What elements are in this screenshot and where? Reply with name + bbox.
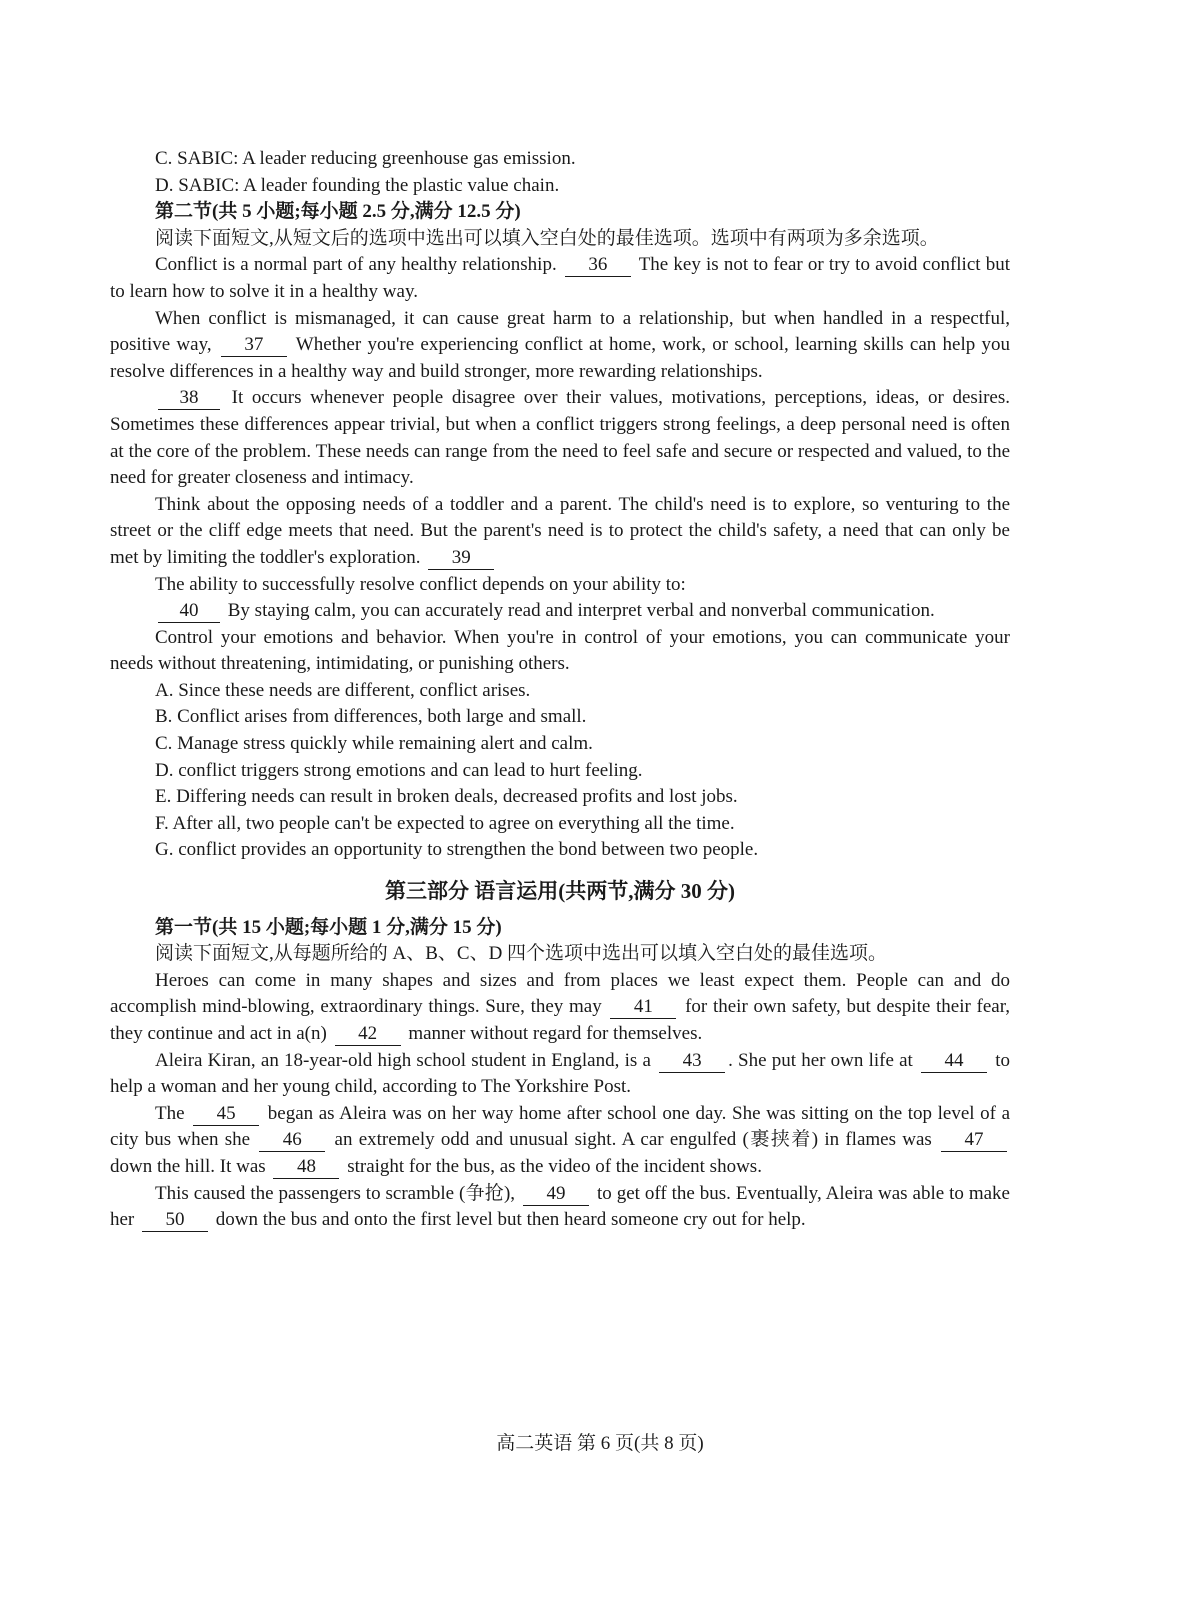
cloze-paragraph-2 [110, 1048, 1010, 1101]
paragraph-text: This caused the passengers to scramble (争抢), [155, 1182, 516, 1204]
paragraph-text: to help a woman and her young child, according to The Yorkshire Post. [110, 1049, 1010, 1098]
blank-44: 44 [921, 1050, 987, 1073]
paragraph-text: down the bus and onto the first level but then heard someone cry out for help. [215, 1209, 806, 1231]
blank-42: 42 [335, 1023, 401, 1046]
passage-paragraph-1 [110, 252, 1010, 305]
blank-47: 47 [941, 1129, 1007, 1152]
passage-paragraph-7: Control your emotions and behavior. When you're in control of your emotions, you can communicate your needs without threatening, intimidating, or punishing others. [110, 626, 1010, 675]
passage-paragraph-2 [110, 306, 1010, 386]
blank-50: 50 [142, 1209, 208, 1232]
passage-paragraph-6 [110, 598, 1010, 625]
paragraph-text: When conflict is mismanaged, it can cause great harm to a relationship, but when handled in a respectful, positive way, [110, 307, 1010, 356]
blank-41: 41 [610, 996, 676, 1019]
paragraph-text: for their own safety, but despite their fear, they continue and act in a(n) [110, 996, 1011, 1044]
section2-header: 第二节(共 5 小题;每小题 2.5 分,满分 12.5 分) [155, 201, 521, 223]
cloze-paragraph-3 [110, 1101, 1010, 1181]
page-footer: 高二英语 第 6 页(共 8 页) [496, 1433, 704, 1454]
passage-paragraph-4 [110, 492, 1010, 572]
paragraph-text: It occurs whenever people disagree over their values, motivations, perceptions, ideas, or desires. Sometimes these differences appear trivial, but when a conflict triggers strong feelings, a deep personal need is often at the core of the problem. These needs can range from the need to feel safe and secure or respected and valued, to the need for greater closeness and intimacy. [110, 387, 1011, 489]
option-g: G. conflict provides an opportunity to strengthen the bond between two people. [155, 839, 759, 861]
option-list [110, 678, 1010, 864]
option-a: A. Since these needs are different, conflict arises. [155, 679, 531, 701]
paragraph-text: down the hill. It was [110, 1155, 266, 1177]
paragraph-text: By staying calm, you can accurately read and interpret verbal and nonverbal communication. [227, 600, 935, 622]
section2-instruction: 阅读下面短文,从短文后的选项中选出可以填入空白处的最佳选项。选项中有两项为多余选项。 [155, 227, 939, 249]
blank-36: 36 [565, 254, 631, 277]
blank-48: 48 [273, 1156, 339, 1179]
paragraph-text: Heroes can come in many shapes and sizes and from places we least expect them. People can and do accomplish mind-blowing, extraordinary things. Sure, they may [110, 969, 1010, 1018]
paragraph-text: . She put her own life at [728, 1049, 913, 1071]
paragraph-text: Whether you're experiencing conflict at home, work, or school, learning skills can help you resolve differences in a healthy way and build stronger, more rewarding relationships. [110, 334, 1010, 382]
option-d-previous: D. SABIC: A leader founding the plastic value chain. [155, 174, 560, 196]
blank-40: 40 [158, 600, 220, 623]
paragraph-text: Conflict is a normal part of any healthy relationship. [155, 254, 557, 276]
passage-paragraph-5: The ability to successfully resolve conflict depends on your ability to: [155, 573, 686, 595]
blank-37: 37 [221, 334, 287, 357]
part3-instruction: 阅读下面短文,从每题所给的 A、B、C、D 四个选项中选出可以填入空白处的最佳选项。 [155, 943, 888, 965]
page-content [110, 146, 1010, 1234]
option-c: C. Manage stress quickly while remaining alert and calm. [155, 733, 593, 755]
blank-46: 46 [259, 1129, 325, 1152]
paragraph-text: began as Aleira was on her way home after school one day. She was sitting on the top level of a city bus when she [110, 1102, 1011, 1151]
cloze-paragraph-4 [110, 1181, 1010, 1234]
blank-43: 43 [659, 1050, 725, 1073]
option-f: F. After all, two people can't be expected to agree on everything all the time. [155, 812, 735, 834]
part3-title: 第三部分 语言运用(共两节,满分 30 分) [385, 879, 735, 904]
passage-paragraph-3 [110, 385, 1010, 491]
option-e: E. Differing needs can result in broken deals, decreased profits and lost jobs. [155, 786, 738, 808]
blank-39: 39 [428, 547, 494, 570]
paragraph-text: to get off the bus. Eventually, Aleira was able to make her [110, 1182, 1010, 1231]
blank-45: 45 [193, 1103, 259, 1126]
paragraph-text: straight for the bus, as the video of the incident shows. [347, 1155, 762, 1177]
part3-section1-header: 第一节(共 15 小题;每小题 1 分,满分 15 分) [155, 916, 502, 938]
paragraph-text: manner without regard for themselves. [408, 1023, 703, 1044]
paragraph-text: Aleira Kiran, an 18-year-old high school student in England, is a [155, 1049, 651, 1071]
paragraph-text: The key is not to fear or try to avoid conflict but to learn how to solve it in a healthy way. [110, 254, 1010, 302]
blank-38: 38 [158, 387, 220, 410]
blank-49: 49 [523, 1183, 589, 1206]
paragraph-text: Think about the opposing needs of a toddler and a parent. The child's need is to explore, so venturing to the street or the cliff edge meets that need. But the parent's need is to protect the child's safety, a need that can only be met by limiting the toddler's exploration. [110, 493, 1010, 568]
cloze-paragraph-1 [110, 968, 1010, 1048]
option-b: B. Conflict arises from differences, both large and small. [155, 706, 587, 728]
option-d: D. conflict triggers strong emotions and can lead to hurt feeling. [155, 759, 643, 781]
paragraph-text: an extremely odd and unusual sight. A car engulfed (裹挟着) in flames was [334, 1129, 932, 1151]
option-c-previous: C. SABIC: A leader reducing greenhouse gas emission. [155, 148, 576, 169]
paragraph-text: The [155, 1102, 185, 1124]
